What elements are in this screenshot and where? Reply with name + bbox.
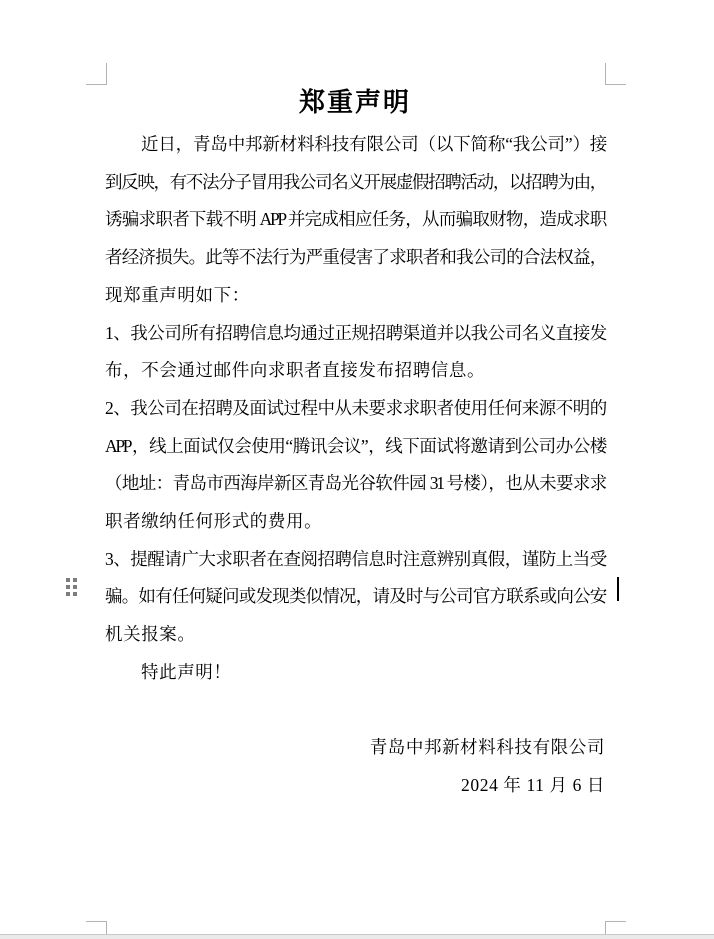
- text-line[interactable]: 1、我公司所有招聘信息均通过正规招聘渠道并以我公司名义直接发: [105, 322, 605, 343]
- document-title: 郑重声明: [298, 88, 411, 117]
- text-line[interactable]: 到反映，有不法分子冒用我公司名义开展虚假招聘活动，以招聘为由，: [105, 171, 605, 192]
- text-line[interactable]: 职者缴纳任何形式的费用。: [105, 511, 323, 532]
- text-line[interactable]: 2、我公司在招聘及面试过程中从未要求求职者使用任何来源不明的: [105, 397, 605, 418]
- text-line[interactable]: 青岛中邦新材料科技有限公司: [369, 737, 605, 758]
- text-line[interactable]: 2024 年 11 月 6 日: [461, 774, 605, 795]
- text-line[interactable]: 者经济损失。此等不法行为严重侵害了求职者和我公司的合法权益，: [105, 247, 605, 268]
- document-content: [105, 80, 605, 805]
- text-line[interactable]: 近日，青岛中邦新材料科技有限公司（以下简称“我公司”）接: [141, 134, 605, 154]
- document-body: [105, 126, 605, 805]
- text-line[interactable]: 骗。如有任何疑问或发现类似情况，请及时与公司官方联系或向公安: [105, 586, 605, 607]
- text-line[interactable]: 3、提醒请广大求职者在查阅招聘信息时注意辨别真假，谨防上当受: [105, 548, 605, 569]
- text-line[interactable]: 特此声明！: [141, 661, 232, 682]
- text-cursor: [617, 577, 619, 601]
- paragraph-drag-handle-icon[interactable]: [66, 578, 77, 596]
- text-line[interactable]: 布，不会通过邮件向求职者直接发布招聘信息。: [105, 360, 486, 381]
- text-line[interactable]: [105, 692, 605, 730]
- text-line[interactable]: 诱骗求职者下载不明 APP 并完成相应任务，从而骗取财物，造成求职: [105, 209, 605, 230]
- text-line[interactable]: APP，线上面试仅会使用“腾讯会议”，线下面试将邀请到公司办公楼: [105, 435, 605, 456]
- text-line[interactable]: 现郑重声明如下：: [105, 284, 250, 305]
- page-bottom-edge: [0, 934, 714, 939]
- text-line[interactable]: （地址：青岛市西海岸新区青岛光谷软件园 31 号楼），也从未要求求: [105, 473, 605, 494]
- text-line[interactable]: 机关报案。: [105, 624, 196, 645]
